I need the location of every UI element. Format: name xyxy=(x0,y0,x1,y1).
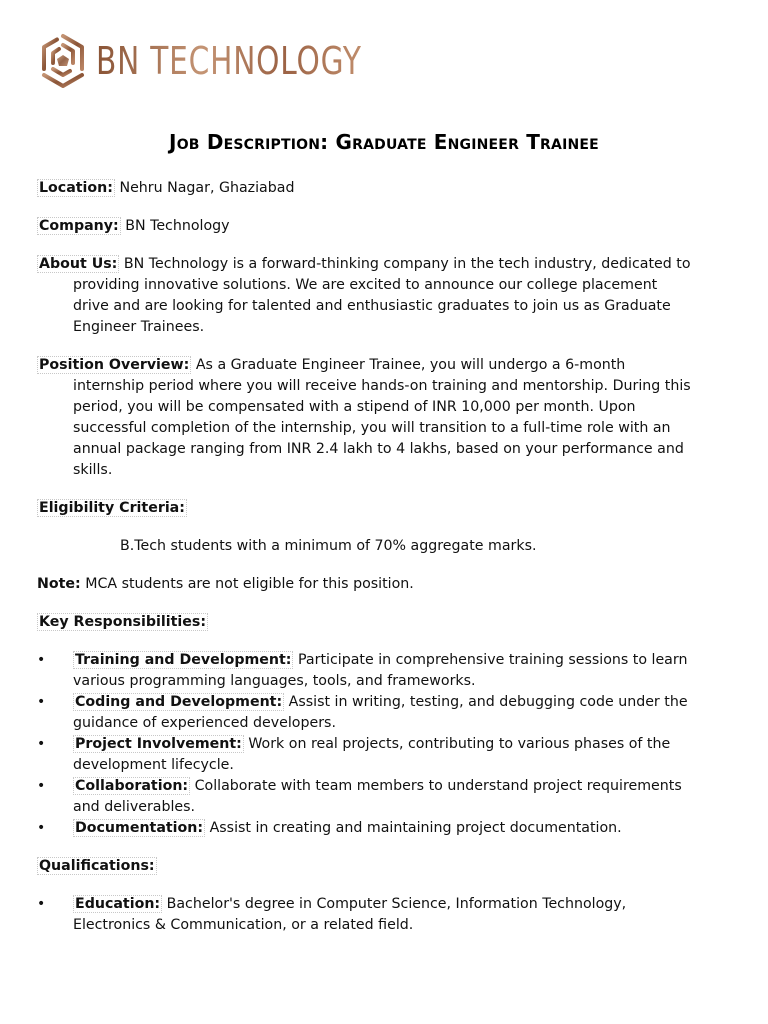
responsibilities-label: Key Responsibilities: xyxy=(39,614,206,630)
list-item-label: Training and Development: xyxy=(75,652,292,668)
position-overview-paragraph xyxy=(37,355,697,481)
brand-logo xyxy=(40,32,437,90)
eligibility-label: Eligibility Criteria: xyxy=(39,500,185,516)
location-value: Nehru Nagar, Ghaziabad xyxy=(119,180,295,196)
list-item-text: Work on real projects, contributing to various phases of the development lifecycle. xyxy=(73,736,671,773)
list-item-label: Coding and Development: xyxy=(75,694,283,710)
qualifications-label: Qualifications: xyxy=(39,858,155,874)
list-item xyxy=(37,776,697,818)
list-item xyxy=(37,692,697,734)
list-item-label: Collaboration: xyxy=(75,778,189,794)
location-label: Location: xyxy=(39,180,113,196)
list-item-text: Collaborate with team members to understand project requirements and deliverables. xyxy=(73,778,682,815)
qualifications-list xyxy=(37,894,697,936)
list-item xyxy=(37,818,697,839)
brand-name: BN TECHNOLOGY xyxy=(96,39,362,83)
list-item-text: Participate in comprehensive training sessions to learn various programming languages, tools, and frameworks. xyxy=(73,652,688,689)
page-title: Job Description: Graduate Engineer Trainee xyxy=(169,130,599,154)
eligibility-text: B.Tech students with a minimum of 70% aggregate marks. xyxy=(120,538,537,554)
responsibilities-heading-line xyxy=(37,612,697,633)
list-item-text: Bachelor's degree in Computer Science, Information Technology, Electronics & Communication, or a related field. xyxy=(73,896,627,933)
location-line xyxy=(37,178,697,199)
responsibilities-list xyxy=(37,650,697,839)
list-item-text: Assist in creating and maintaining project documentation. xyxy=(209,820,622,836)
note-label: Note: xyxy=(37,576,81,592)
note-line xyxy=(37,574,697,595)
about-paragraph xyxy=(37,254,697,338)
eligibility-heading-line xyxy=(37,498,697,519)
note-value: MCA students are not eligible for this position. xyxy=(85,576,414,592)
qualifications-heading-line xyxy=(37,856,697,877)
list-item-label: Documentation: xyxy=(75,820,204,836)
list-item xyxy=(37,894,697,936)
company-line xyxy=(37,216,697,237)
list-item xyxy=(37,734,697,776)
list-item-label: Education: xyxy=(75,896,161,912)
company-label: Company: xyxy=(39,218,119,234)
position-overview-value: As a Graduate Engineer Trainee, you will undergo a 6-month internship period where you will receive hands-on training and mentorship. During this period, you will be compensated with a stipend of INR 10,000 per month. Upon successful completion of the internship, you will transition to a full-time role with an annual package ranging from INR 2.4 lakh to 4 lakhs, based on your performance and skills. xyxy=(73,357,691,478)
list-item-label: Project Involvement: xyxy=(75,736,242,752)
list-item xyxy=(37,650,697,692)
document-body xyxy=(37,178,697,953)
position-overview-label: Position Overview: xyxy=(39,357,190,373)
company-value: BN Technology xyxy=(125,218,230,234)
about-value: BN Technology is a forward-thinking company in the tech industry, dedicated to providing innovative solutions. We are excited to announce our college placement drive and are looking for talented and enthusiastic graduates to join us as Graduate Engineer Trainees. xyxy=(73,256,691,335)
hexagon-swirl-logo-icon xyxy=(40,33,86,89)
about-label: About Us: xyxy=(39,256,118,272)
list-item-text: Assist in writing, testing, and debugging code under the guidance of experienced developers. xyxy=(73,694,688,731)
